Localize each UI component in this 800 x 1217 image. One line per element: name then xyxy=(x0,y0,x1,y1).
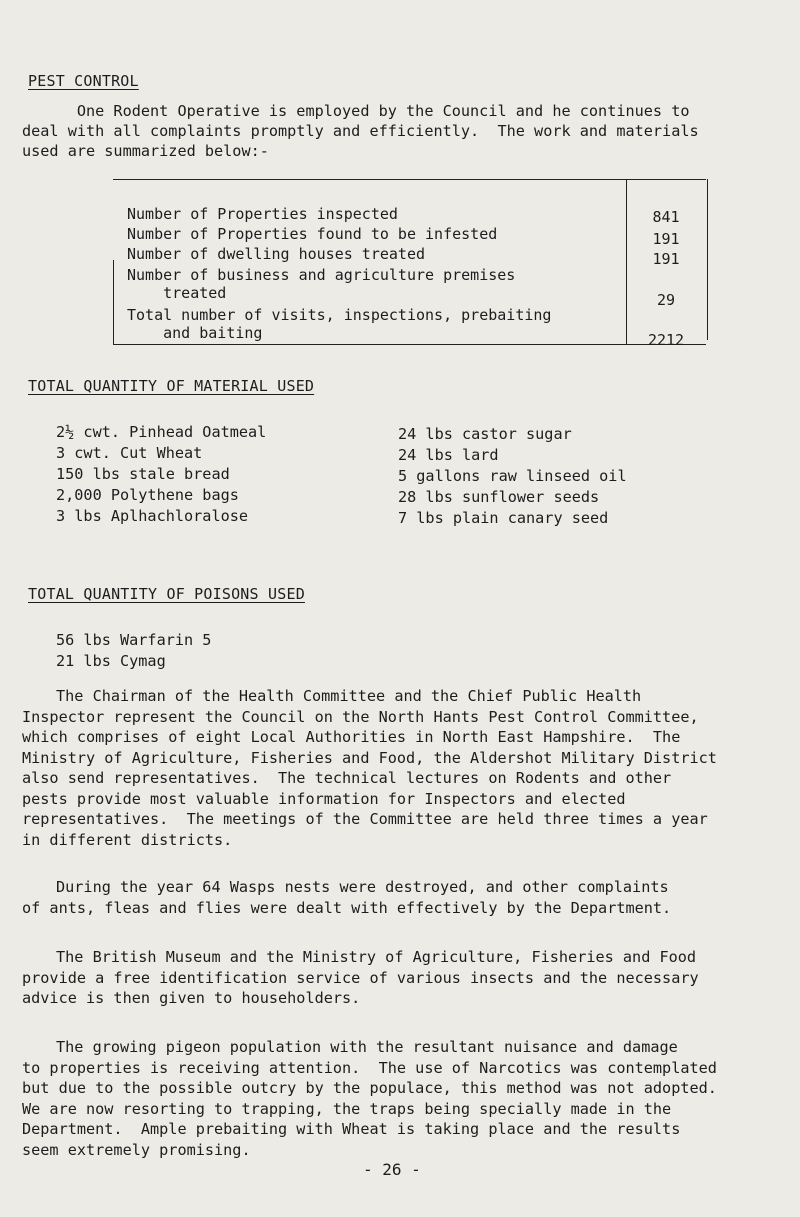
stat-label-dwellings: Number of dwelling houses treated xyxy=(127,245,426,263)
paragraph-line: but due to the possible outcry by the populace, this method was not adopted. xyxy=(22,1079,717,1097)
list-item: 28 lbs sunflower seeds xyxy=(398,488,600,506)
page-title: PEST CONTROL xyxy=(28,72,139,90)
stat-value-business: 29 xyxy=(656,291,676,309)
paragraph-line: The Chairman of the Health Committee and the Chief Public Health xyxy=(56,687,642,705)
list-item: 5 gallons raw linseed oil xyxy=(398,467,627,485)
paragraph-line: pests provide most valuable information for Inspectors and elected xyxy=(22,789,626,808)
list-item: 150 lbs stale bread xyxy=(56,465,230,483)
materials-right-list xyxy=(398,424,627,529)
wasps-paragraph xyxy=(22,877,792,918)
stat-label-business: Number of business and agriculture premises treated xyxy=(127,266,516,302)
list-item: 7 lbs plain canary seed xyxy=(398,509,609,527)
list-item: 3 lbs Aplhachloralose xyxy=(56,507,249,525)
list-item: 2,000 Polythene bags xyxy=(56,486,239,504)
paragraph-line: representatives. The meetings of the Committee are held three times a year xyxy=(22,810,708,828)
materials-left-list xyxy=(56,422,266,527)
stat-label-inspected: Number of Properties inspected xyxy=(127,205,398,223)
paragraph-line: The growing pigeon population with the resultant nuisance and damage xyxy=(56,1038,678,1056)
paragraph-line: to properties is receiving attention. The use of Narcotics was contemplated xyxy=(22,1058,717,1077)
list-item: 56 lbs Warfarin 5 xyxy=(56,631,212,649)
poisons-heading: TOTAL QUANTITY OF POISONS USED xyxy=(28,585,305,603)
list-item: 24 lbs castor sugar xyxy=(398,425,572,443)
list-item: 24 lbs lard xyxy=(398,446,499,464)
stat-value-inspected: 841 xyxy=(652,208,680,226)
intro-paragraph: One Rodent Operative is employed by the Council and he continues to deal with all complaints promptly and efficiently. The work and materials used are summarized below:- xyxy=(22,102,699,160)
paragraph-line: seem extremely promising. xyxy=(22,1140,251,1159)
materials-heading: TOTAL QUANTITY OF MATERIAL USED xyxy=(28,377,315,395)
list-item: 21 lbs Cymag xyxy=(56,652,166,670)
paragraph-line: Ministry of Agriculture, Fisheries and Food, the Aldershot Military District xyxy=(22,748,717,767)
stat-value-infested: 191 xyxy=(652,230,680,248)
stat-label-infested: Number of Properties found to be infested xyxy=(127,225,498,243)
paragraph-line: also send representatives. The technical lectures on Rodents and other xyxy=(22,769,672,787)
stat-value-dwellings: 191 xyxy=(652,250,680,268)
identification-paragraph xyxy=(22,947,792,1009)
page-number: - 26 - xyxy=(363,1160,421,1179)
paragraph-line: which comprises of eight Local Authorities in North East Hampshire. The xyxy=(22,728,681,746)
paragraph-line: provide a free identification service of various insects and the necessary xyxy=(22,968,699,987)
stat-value-visits: 2212 xyxy=(647,331,685,349)
paragraph-line: advice is then given to householders. xyxy=(22,989,361,1007)
paragraph-line: We are now resorting to trapping, the traps being specially made in the xyxy=(22,1099,672,1118)
paragraph-line: in different districts. xyxy=(22,830,233,849)
poisons-list xyxy=(56,630,211,672)
stats-table xyxy=(113,179,706,349)
paragraph-line: Department. Ample prebaiting with Wheat is taking place and the results xyxy=(22,1120,681,1138)
list-item: 3 cwt. Cut Wheat xyxy=(56,444,203,462)
list-item: 2½ cwt. Pinhead Oatmeal xyxy=(56,423,267,441)
paragraph-line: Inspector represent the Council on the North Hants Pest Control Committee, xyxy=(22,707,699,726)
paragraph-line: During the year 64 Wasps nests were destroyed, and other complaints xyxy=(56,878,669,896)
pigeon-paragraph xyxy=(22,1037,792,1160)
paragraph-line: of ants, fleas and flies were dealt with effectively by the Department. xyxy=(22,898,672,917)
paragraph-line: The British Museum and the Ministry of Agriculture, Fisheries and Food xyxy=(56,948,697,966)
stats-right-border xyxy=(707,179,708,340)
committee-paragraph xyxy=(22,686,792,850)
stat-label-visits: Total number of visits, inspections, prebaiting and baiting xyxy=(127,306,552,342)
